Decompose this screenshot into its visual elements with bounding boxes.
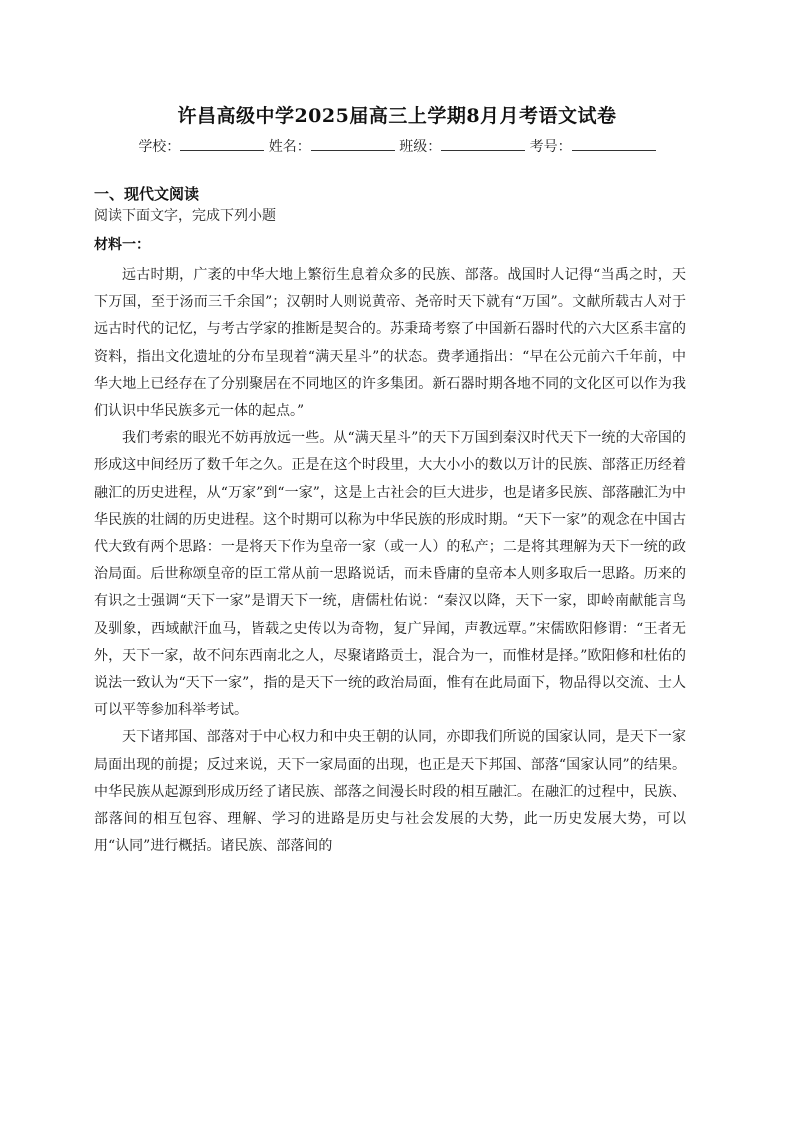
exam-number-blank[interactable] (572, 138, 656, 151)
class-label: 班级： (399, 139, 442, 155)
section-heading: 一、现代文阅读 (94, 185, 200, 203)
class-blank[interactable] (441, 138, 525, 151)
paragraph: 远古时期，广袤的中华大地上繁衍生息着众多的民族、部落。战国时人记得“当禹之时，天下万国，至于汤而三千余国”；汉朝时人则说黄帝、尧帝时天下就有“万国”。文献所载古人对于远古时代的记忆，与考古学家的推断是契合的。苏秉琦考察了中国新石器时代的六大区系丰富的资料，指出文化遗址的分布呈现着“满天星斗”的状态。费孝通指出：“早在公元前六千年前，中华大地上已经存在了分别聚居在不同地区的许多集团。新石器时期各地不同的文化区可以作为我们认识中华民族多元一体的起点。” (94, 267, 686, 420)
student-info-row (0, 136, 794, 156)
paragraph: 天下诸邦国、部落对于中心权力和中央王朝的认同，亦即我们所说的国家认同，是天下一家局面出现的前提；反过来说，天下一家局面的出现，也正是天下邦国、部落“国家认同”的结果。中华民族从起源到形成历经了诸民族、部落之间漫长时段的相互融汇。在融汇的过程中，民族、部落间的相互包容、理解、学习的进路是历史与社会发展的大势，此一历史发展大势，可以用“认同”进行概括。诸民族、部落间的 (94, 729, 686, 855)
school-blank[interactable] (180, 138, 264, 151)
name-label: 姓名： (268, 139, 311, 155)
exam-title: 许昌高级中学2025届高三上学期8月月考语文试卷 (177, 105, 617, 127)
school-label: 学校： (138, 139, 181, 155)
paragraph: 我们考索的眼光不妨再放远一些。从“满天星斗”的天下万国到秦汉时代天下一统的大帝国的形成这中间经历了数千年之久。正是在这个时段里，大大小小的数以万计的民族、部落正历经着融汇的历史进程，从“万家”到“一家”，这是上古社会的巨大进步，也是诸多民族、部落融汇为中华民族的壮阔的历史进程。这个时期可以称为中华民族的形成时期。“天下一家”的观念在中国古代大致有两个思路：一是将天下作为皇帝一家（或一人）的私产；二是将其理解为天下一统的政治局面。后世称颂皇帝的臣工常从前一思路说话，而未昏庸的皇帝本人则多取后一思路。历来的有识之士强调“天下一家”是谓天下一统，唐儒杜佑说：“秦汉以降，天下一家，即岭南献能言鸟及驯象，西域献汗血马，皆载之史传以为奇物，复广异闻，声教远覃。”宋儒欧阳修谓：“王者无外，天下一家，故不问东西南北之人，尽聚诸路贡士，混合为一，而惟材是择。”欧阳修和杜佑的说法一致认为“天下一家”，指的是天下一统的政治局面，惟有在此局面下，物品得以交流、士人可以平等参加科举考试。 (94, 430, 686, 719)
instruction-text: 阅读下面文字，完成下列小题 (94, 208, 276, 224)
name-blank[interactable] (311, 138, 395, 151)
material-body (94, 262, 686, 860)
material-label: 材料一： (94, 237, 150, 253)
exam-number-label: 考号： (529, 139, 572, 155)
